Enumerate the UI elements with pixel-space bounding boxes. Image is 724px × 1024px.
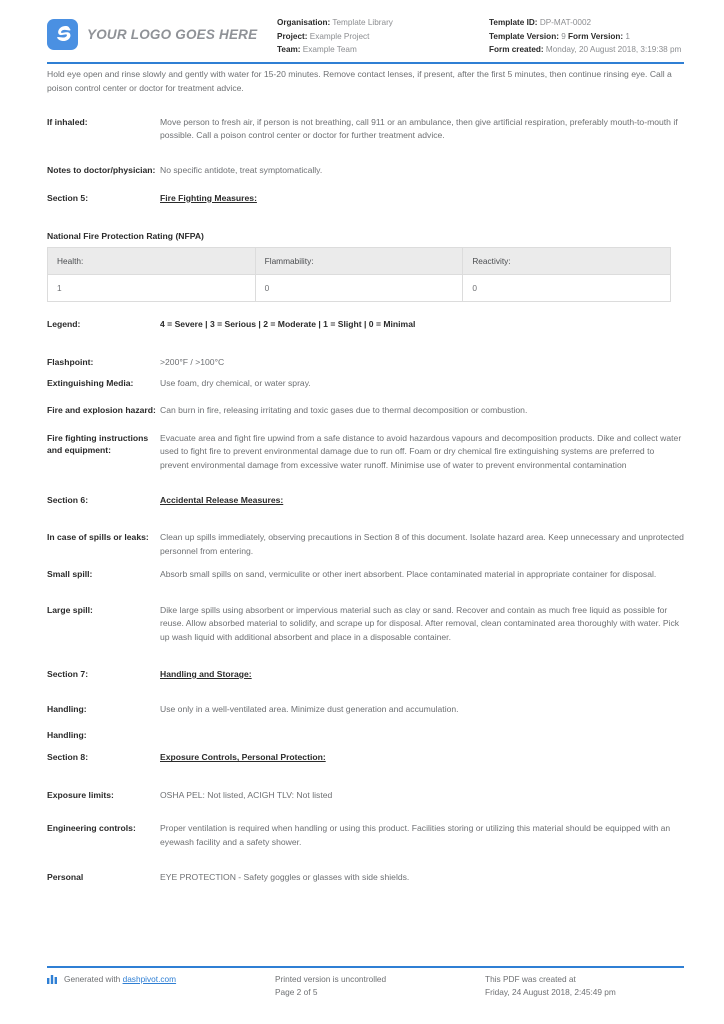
footer-pdf-created-label: This PDF was created at	[485, 974, 576, 984]
footer-printed-notice: Printed version is uncontrolled	[275, 974, 387, 984]
row-label-section-8: Section 8:	[47, 752, 89, 763]
row-label-flashpoint: Flashpoint:	[47, 356, 94, 367]
meta-project	[277, 30, 489, 44]
meta-team-value: Example Team	[302, 45, 357, 55]
row-label-section-6: Section 6:	[47, 495, 89, 506]
column-header-health: Health:	[48, 248, 256, 275]
meta-form-created-value: Monday, 20 August 2018, 3:19:38 pm	[545, 45, 682, 55]
section-8-title: Exposure Controls, Personal Protection:	[160, 752, 326, 763]
row-label-notes-to-doctor: Notes to doctor/physician:	[47, 165, 156, 176]
row-label-if-inhaled: If inhaled:	[47, 116, 88, 127]
row-value-legend: 4 = Severe | 3 = Serious | 2 = Moderate | 1 = Slight | 0 = Minimal	[160, 319, 416, 330]
header-divider	[47, 62, 684, 64]
nfpa-table-block	[47, 231, 684, 302]
row-small-spill	[47, 568, 684, 581]
row-section-8	[47, 751, 684, 764]
row-label-exposure-limits: Exposure limits:	[47, 789, 114, 800]
column-header-flammability: Flammability:	[255, 248, 463, 275]
row-label-personal: Personal	[47, 871, 84, 882]
row-section-6	[47, 494, 684, 507]
row-value-engineering-controls: Proper ventilation is required when handling or using this product. Facilities storing or utilizing this material should be equipped with an eyewash facility and a safety shower.	[160, 823, 671, 847]
row-value-exposure-limits: OSHA PEL: Not listed, ACIGH TLV: Not listed	[160, 789, 333, 800]
meta-template-version-label: Template Version:	[489, 31, 559, 41]
row-value-personal: EYE PROTECTION - Safety goggles or glasses with side shields.	[160, 871, 410, 882]
cell-health-value: 1	[48, 275, 256, 302]
row-value-small-spill: Absorb small spills on sand, vermiculite or other inert absorbent. Place contaminated material in appropriate container for disposal.	[160, 569, 657, 580]
row-fire-fighting-instructions	[47, 432, 684, 472]
footer-page-number: Page 2 of 5	[275, 986, 318, 997]
row-spills-or-leaks	[47, 531, 684, 558]
meta-template-id-value: DP-MAT-0002	[539, 18, 592, 27]
footer-print-notice	[275, 973, 485, 998]
row-section-7	[47, 668, 684, 681]
row-value-flashpoint: >200°F / >100°C	[160, 356, 225, 367]
meta-team	[277, 43, 489, 57]
document-header	[47, 14, 684, 62]
row-label-handling-2: Handling:	[47, 729, 87, 740]
section-7-title: Handling and Storage:	[160, 668, 252, 679]
row-label-small-spill: Small spill:	[47, 569, 93, 580]
nfpa-table	[47, 247, 671, 302]
footer-generated-text	[64, 973, 176, 986]
section-6-title: Accidental Release Measures:	[160, 495, 284, 506]
cell-flammability-value: 0	[255, 275, 463, 302]
row-if-inhaled	[47, 116, 684, 143]
bar-chart-icon	[47, 975, 58, 984]
row-label-spills-or-leaks: In case of spills or leaks:	[47, 532, 149, 543]
meta-organisation	[277, 16, 489, 30]
row-value-fire-fighting-instructions: Evacuate area and fight fire upwind from a safe distance to avoid hazardous vapours and decomposition products. Dike and collect water used to fight fire to prevent environmental damage due to run off. Foam or dry chemical fire extinguishing systems are preferred to prevent environmental damage from excessive water runoff. Minimise use of water to prevent environmental contamination	[160, 432, 682, 470]
logo-text: YOUR LOGO GOES HERE	[87, 27, 258, 42]
row-label-section-5: Section 5:	[47, 192, 89, 203]
row-exposure-limits	[47, 789, 684, 802]
row-label-large-spill: Large spill:	[47, 604, 93, 615]
row-value-spills-or-leaks: Clean up spills immediately, observing precautions in Section 8 of this document. Isolate hazard area. Keep unnecessary and unprotected personnel from entering.	[160, 532, 684, 556]
row-handling-2	[47, 729, 684, 742]
dashpivot-link[interactable]: dashpivot.com	[122, 974, 177, 984]
meta-template-id-label: Template ID:	[489, 18, 538, 27]
row-value-handling-1: Use only in a well-ventilated area. Minimize dust generation and accumulation.	[160, 704, 459, 715]
footer-generated-with	[47, 973, 275, 998]
row-label-section-7: Section 7:	[47, 668, 89, 679]
header-meta-left	[277, 14, 489, 57]
logo-block	[47, 14, 277, 50]
table-header-row	[48, 248, 671, 275]
meta-project-value: Example Project	[309, 31, 370, 41]
meta-form-created	[489, 43, 684, 57]
row-value-large-spill: Dike large spills using absorbent or impervious material such as clay or sand. Recover and contain as much free liquid as possible for reuse. Allow absorbed material to solidify, and scrape up for disposal. After removal, clean contaminated area thoroughly with water. Pick up wash liquid with additional absorbent and place in a disposable container.	[160, 604, 680, 642]
table-row	[48, 275, 671, 302]
meta-form-version-value: 1	[625, 31, 630, 41]
nfpa-table-title: National Fire Protection Rating (NFPA)	[47, 231, 204, 242]
row-personal	[47, 871, 684, 884]
row-label-fire-explosion-hazard: Fire and explosion hazard:	[47, 405, 156, 416]
row-value-if-inhaled: Move person to fresh air, if person is not breathing, call 911 or an ambulance, then give artificial respiration, preferably mouth-to-mouth if possible. Call a poison control center or doctor for further treatment advice.	[160, 116, 678, 140]
row-notes-to-doctor	[47, 164, 684, 177]
row-legend	[47, 318, 684, 331]
dashpivot-swoosh-logo-icon	[47, 19, 78, 50]
row-label-handling-1: Handling:	[47, 704, 87, 715]
row-value-notes-to-doctor: No specific antidote, treat symptomatically.	[160, 165, 323, 176]
document-body	[47, 68, 684, 884]
meta-versions	[489, 30, 684, 44]
meta-team-label: Team:	[277, 45, 301, 55]
meta-form-version-label: Form Version:	[568, 31, 624, 41]
row-value-fire-explosion-hazard: Can burn in fire, releasing irritating and toxic gases due to thermal decomposition or combustion.	[160, 405, 528, 416]
footer-pdf-created-value: Friday, 24 August 2018, 2:45:49 pm	[485, 986, 616, 997]
row-label-fire-fighting-instructions: Fire fighting instructions and equipment:	[47, 432, 149, 456]
meta-form-created-label: Form created:	[489, 45, 544, 55]
row-label-extinguishing-media: Extinguishing Media:	[47, 378, 134, 389]
row-value-extinguishing-media: Use foam, dry chemical, or water spray.	[160, 378, 311, 389]
row-extinguishing-media	[47, 377, 684, 390]
meta-project-label: Project:	[277, 31, 308, 41]
cell-reactivity-value: 0	[463, 275, 671, 302]
row-flashpoint	[47, 356, 684, 369]
row-large-spill	[47, 604, 684, 644]
section-5-title: Fire Fighting Measures:	[160, 192, 257, 203]
meta-organisation-label: Organisation:	[277, 18, 331, 27]
row-label-legend: Legend:	[47, 319, 81, 330]
continued-paragraph: Hold eye open and rinse slowly and gently with water for 15-20 minutes. Remove contact lenses, if present, after the first 5 minutes, then continue rinsing eye. Call a poison control center or doctor for treatment advice.	[47, 69, 672, 93]
footer-pdf-created	[485, 973, 684, 998]
row-engineering-controls	[47, 822, 684, 849]
row-handling-1	[47, 703, 684, 716]
meta-template-version-value: 9	[561, 31, 566, 41]
row-label-engineering-controls: Engineering controls:	[47, 823, 136, 834]
header-meta-right	[489, 14, 684, 57]
row-fire-explosion-hazard	[47, 404, 684, 417]
column-header-reactivity: Reactivity:	[463, 248, 671, 275]
footer-divider	[47, 966, 684, 968]
row-section-5	[47, 192, 684, 205]
meta-organisation-value: Template Library	[332, 18, 393, 27]
document-footer	[47, 973, 684, 998]
footer-generated-prefix: Generated with	[64, 974, 123, 984]
meta-template-id	[489, 16, 684, 30]
